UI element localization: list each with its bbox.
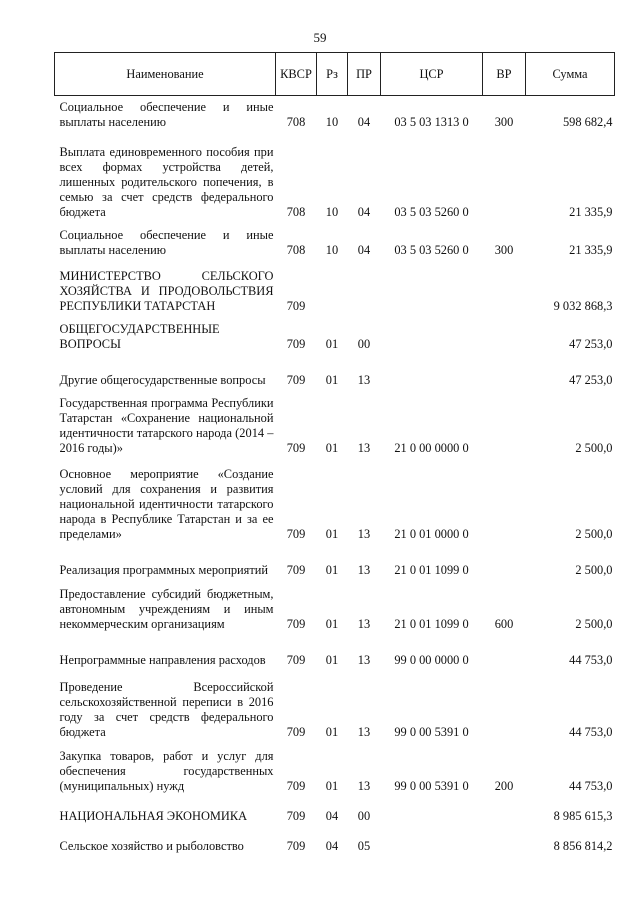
- cell-vr: [483, 354, 526, 390]
- cell-sum: 47 253,0: [569, 336, 613, 351]
- header-csr: ЦСР: [381, 53, 483, 96]
- cell-rz: 04: [325, 838, 339, 853]
- table-row: [55, 670, 615, 742]
- cell-kvsr: 709: [286, 808, 306, 823]
- cell-name: Основное мероприятие «Создание условий для сохранения и развития национальной идентичности татарского народа в Республике Татарстан и за ее пределами»: [59, 466, 274, 541]
- cell-name: Сельское хозяйство и рыболовство: [59, 838, 244, 853]
- cell-name: Выплата единовременного пособия при всех формах устройства детей, лишенных родительского попечения, в семью за счет средств федерального бюджета: [59, 144, 274, 219]
- cell-sum: 21 335,9: [569, 204, 613, 219]
- cell-rz: 01: [325, 616, 339, 631]
- cell-rz: 01: [325, 440, 339, 455]
- cell-pr: 00: [357, 808, 371, 823]
- cell-sum: 21 335,9: [569, 242, 613, 257]
- cell-pr: 13: [357, 778, 371, 793]
- cell-csr: 03 5 03 5260 0: [394, 204, 469, 219]
- table-row: [55, 260, 615, 316]
- cell-csr: 03 5 03 5260 0: [394, 242, 469, 257]
- cell-rz: 01: [325, 652, 339, 667]
- cell-pr: 04: [357, 114, 371, 129]
- table-row: [55, 826, 615, 856]
- cell-rz: 01: [325, 336, 339, 351]
- cell-pr: 04: [357, 242, 371, 257]
- cell-kvsr: 709: [286, 652, 306, 667]
- cell-name: Реализация программных мероприятий: [59, 562, 269, 577]
- cell-pr: 00: [357, 336, 371, 351]
- cell-kvsr: 709: [286, 562, 306, 577]
- cell-vr: 600: [494, 616, 514, 631]
- cell-name: НАЦИОНАЛЬНАЯ ЭКОНОМИКА: [59, 808, 248, 823]
- cell-kvsr: 708: [286, 114, 306, 129]
- table-row: [55, 742, 615, 796]
- cell-name: Социальное обеспечение и иные выплаты населению: [59, 227, 274, 257]
- cell-vr: 300: [494, 242, 514, 257]
- cell-sum: 2 500,0: [575, 526, 613, 541]
- cell-pr: 13: [357, 372, 371, 387]
- cell-csr: 99 0 00 0000 0: [394, 652, 469, 667]
- cell-rz: 01: [325, 562, 339, 577]
- cell-sum: 2 500,0: [575, 616, 613, 631]
- cell-vr: [483, 260, 526, 316]
- table-row: [55, 132, 615, 222]
- cell-vr: [483, 458, 526, 544]
- cell-pr: 13: [357, 440, 371, 455]
- cell-sum: 8 856 814,2: [553, 838, 613, 853]
- cell-csr: [381, 796, 483, 826]
- cell-rz: 01: [325, 526, 339, 541]
- cell-rz: 01: [325, 724, 339, 739]
- table-body: [55, 96, 615, 856]
- cell-kvsr: 709: [286, 372, 306, 387]
- table-row: [55, 544, 615, 580]
- cell-pr: 13: [357, 616, 371, 631]
- cell-name: Государственная программа Республики Татарстан «Сохранение национальной идентичности татарского народа (2014 – 2016 годы)»: [59, 395, 274, 455]
- cell-sum: 8 985 615,3: [553, 808, 613, 823]
- cell-rz: 10: [325, 114, 339, 129]
- cell-sum: 44 753,0: [569, 778, 613, 793]
- cell-name: МИНИСТЕРСТВО СЕЛЬСКОГО ХОЗЯЙСТВА И ПРОДОВОЛЬСТВИЯ РЕСПУБЛИКИ ТАТАРСТАН: [59, 268, 274, 313]
- cell-name: Проведение Всероссийской сельскохозяйственной переписи в 2016 году за счет средств федерального бюджета: [59, 679, 274, 739]
- cell-csr: 99 0 00 5391 0: [394, 778, 469, 793]
- cell-vr: 200: [494, 778, 514, 793]
- cell-csr: 99 0 00 5391 0: [394, 724, 469, 739]
- cell-sum: 47 253,0: [569, 372, 613, 387]
- cell-kvsr: 709: [286, 778, 306, 793]
- cell-rz: 10: [325, 204, 339, 219]
- cell-kvsr: 709: [286, 298, 306, 313]
- cell-kvsr: 709: [286, 616, 306, 631]
- page-number: 59: [313, 30, 327, 45]
- table-row: [55, 96, 615, 132]
- cell-kvsr: 709: [286, 440, 306, 455]
- cell-pr: 13: [357, 526, 371, 541]
- cell-sum: 44 753,0: [569, 724, 613, 739]
- header-vr: ВР: [483, 53, 526, 96]
- cell-kvsr: 709: [286, 526, 306, 541]
- cell-vr: [483, 132, 526, 222]
- cell-vr: [483, 634, 526, 670]
- cell-csr: [381, 354, 483, 390]
- cell-kvsr: 709: [286, 838, 306, 853]
- cell-csr: 21 0 00 0000 0: [394, 440, 469, 455]
- cell-vr: [483, 796, 526, 826]
- cell-pr: 13: [357, 562, 371, 577]
- cell-name: Закупка товаров, работ и услуг для обеспечения государственных (муниципальных) нужд: [59, 748, 274, 793]
- cell-kvsr: 709: [286, 724, 306, 739]
- table-row: [55, 634, 615, 670]
- table-row: [55, 316, 615, 354]
- cell-csr: 21 0 01 1099 0: [394, 616, 469, 631]
- cell-rz: 01: [325, 778, 339, 793]
- cell-sum: 44 753,0: [569, 652, 613, 667]
- cell-rz: [317, 260, 348, 316]
- table-row: [55, 458, 615, 544]
- cell-pr: 04: [357, 204, 371, 219]
- cell-csr: [381, 316, 483, 354]
- cell-csr: 21 0 01 1099 0: [394, 562, 469, 577]
- cell-name: Другие общегосударственные вопросы: [59, 372, 266, 387]
- cell-kvsr: 708: [286, 242, 306, 257]
- cell-name: ОБЩЕГОСУДАРСТВЕННЫЕ ВОПРОСЫ: [59, 321, 220, 351]
- cell-vr: [483, 544, 526, 580]
- cell-csr: [381, 826, 483, 856]
- cell-csr: 03 5 03 1313 0: [394, 114, 469, 129]
- cell-kvsr: 708: [286, 204, 306, 219]
- cell-vr: [483, 826, 526, 856]
- cell-sum: 9 032 868,3: [553, 298, 613, 313]
- header-sum: Сумма: [526, 53, 615, 96]
- cell-name: Социальное обеспечение и иные выплаты населению: [59, 99, 274, 129]
- cell-rz: 01: [325, 372, 339, 387]
- cell-csr: [381, 260, 483, 316]
- cell-rz: 10: [325, 242, 339, 257]
- cell-sum: 598 682,4: [562, 114, 613, 129]
- cell-pr: 05: [357, 838, 371, 853]
- table-row: [55, 222, 615, 260]
- table-row: [55, 354, 615, 390]
- cell-pr: 13: [357, 724, 371, 739]
- table-row: [55, 390, 615, 458]
- cell-sum: 2 500,0: [575, 440, 613, 455]
- header-name: Наименование: [55, 53, 276, 96]
- table-header: [55, 53, 615, 96]
- cell-vr: [483, 670, 526, 742]
- cell-kvsr: 709: [286, 336, 306, 351]
- cell-rz: 04: [325, 808, 339, 823]
- budget-table: [54, 52, 615, 856]
- header-pr: ПР: [348, 53, 381, 96]
- cell-sum: 2 500,0: [575, 562, 613, 577]
- cell-vr: [483, 390, 526, 458]
- cell-pr: [348, 260, 381, 316]
- header-rz: Рз: [317, 53, 348, 96]
- header-kvsr: КВСР: [276, 53, 317, 96]
- cell-vr: [483, 316, 526, 354]
- cell-name: Предоставление субсидий бюджетным, автономным учреждениям и иным некоммерческим организациям: [59, 586, 274, 631]
- cell-csr: 21 0 01 0000 0: [394, 526, 469, 541]
- cell-pr: 13: [357, 652, 371, 667]
- table-row: [55, 796, 615, 826]
- cell-name: Непрограммные направления расходов: [59, 652, 266, 667]
- table-row: [55, 580, 615, 634]
- cell-vr: 300: [494, 114, 514, 129]
